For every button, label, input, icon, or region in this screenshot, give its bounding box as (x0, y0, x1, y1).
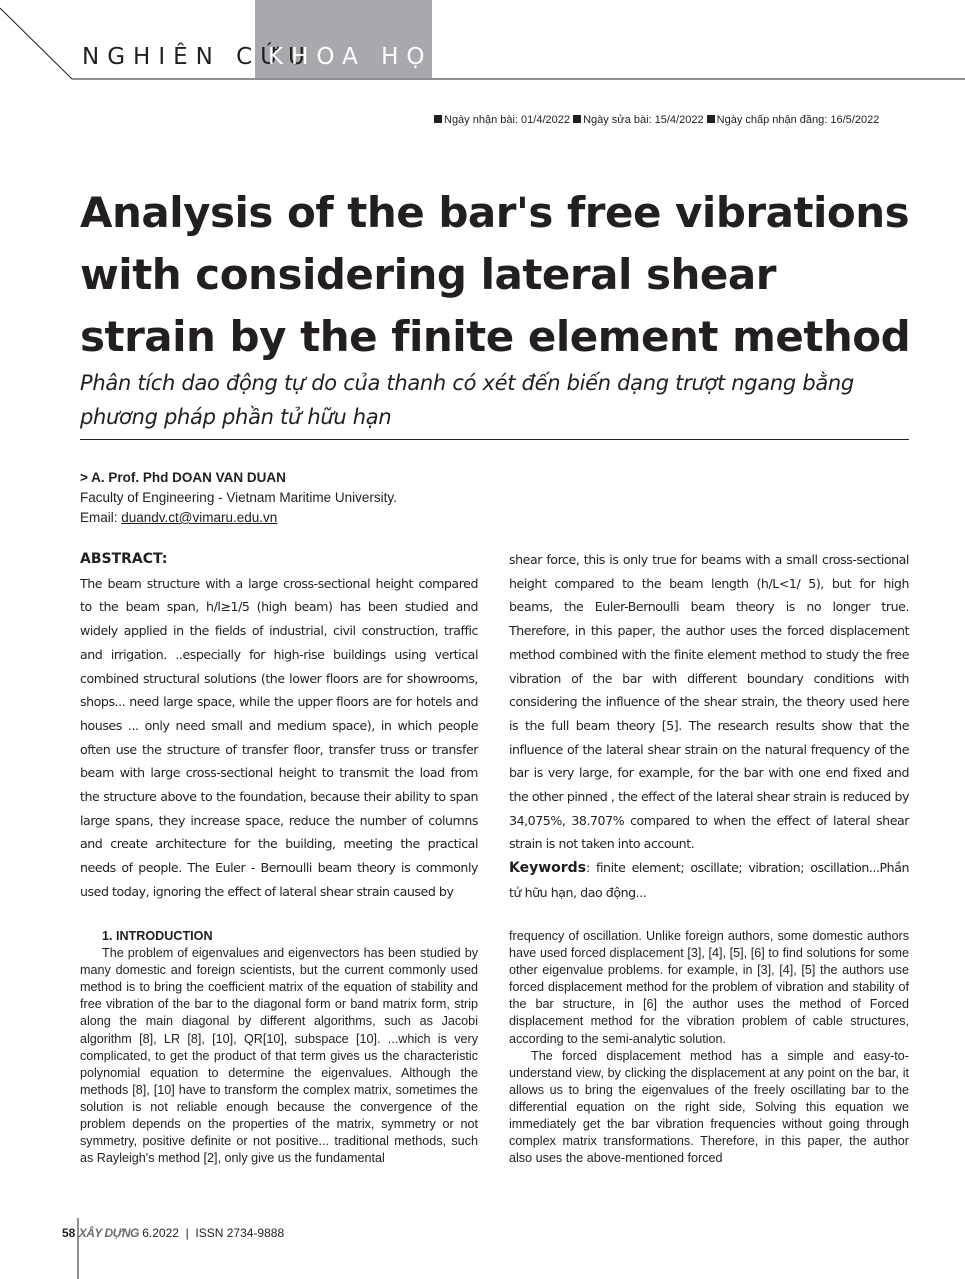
footer-separator: | (185, 1226, 189, 1240)
page-footer (62, 1226, 284, 1240)
author-affiliation: Faculty of Engineering - Vietnam Maritime University. (80, 490, 397, 505)
email-link[interactable]: duandv.ct@vimaru.edu.vn (121, 510, 278, 525)
date-accepted: Ngày chấp nhận đăng: 16/5/2022 (716, 114, 880, 126)
header-category-right: KHOA HỌC (268, 44, 457, 70)
abstract-text-right: shear force, this is only true for beams with a small cross-sectional height compared to the beam length (h/L<1/ 5), but for high beams, the Euler-Bernoulli beam theory is no longer true. Therefore, in this paper, the author uses the forced displacement method combined with the finite element method to study the free vibration of the bar with different boundary conditions with considering the influence of the shear strain, the theory used here is the full beam theory [5]. The research results show that the influence of the lateral shear strain on the natural frequency of the bar is very large, for example, for the bar with one end fixed and the other pinned , the effect of the lateral shear strain is reduced by 34,075%, 38.707% compared to when the effect of lateral shear strain is not taken into account. (509, 552, 909, 852)
keywords-text: : finite element; oscillate; vibration; oscillation...Phần tử hữu hạn, dao động... (509, 860, 909, 900)
body-paragraph: The forced displacement method has a simple and easy-to-understand view, by clicking the displacement at any point on the bar, it allows us to bring the eigenvalues of the freely oscillating bar to the differential equation on the right side, Solving this equation we immediately get the bar vibration frequencies without going through complex matrix transformations. Therefore, in this paper, the author also uses the above-mentioned forced (509, 1048, 909, 1166)
abstract-left-column (80, 548, 478, 904)
abstract-text-left: The beam structure with a large cross-sectional height compared to the beam span, h/l≥1/5 (high beam) has been studied and widely applied in the fields of industrial, civil construction, traffic and irrigation. ..especially for high-rise buildings using vertical combined structural solutions (the lower floors are for showrooms, shops... need large space, while the upper floors are for hotels and houses ... only need small and medium space), in which people often use the structure of transfer floor, transfer truss or transfer beam with large cross-sectional height to transmit the load from the structure above to the foundation, because their ability to span large spans, they increase space, reduce the number of columns and create architecture for the building, meeting the practical needs of people. The Euler - Bernoulli beam theory is commonly used today, ignoring the effect of lateral shear strain caused by (80, 575, 478, 899)
abstract-right-column (509, 548, 909, 905)
issn: ISSN 2734-9888 (195, 1226, 285, 1240)
section-heading: 1. INTRODUCTION (102, 929, 213, 943)
bullet-square-icon (434, 115, 442, 123)
email-label: Email: (80, 510, 122, 525)
page-number: 58 (62, 1226, 76, 1240)
bullet-square-icon (707, 115, 715, 123)
article-subtitle: Phân tích dao động tự do của thanh có xét đến biến dạng trượt ngang bằng phương pháp phần tử hữu hạn (80, 371, 854, 429)
body-right-column (509, 928, 909, 1167)
title-divider (80, 439, 909, 440)
issue-number: 6.2022 (142, 1226, 179, 1240)
header-category-left: NGHIÊN CỨU (82, 44, 313, 70)
author-name: > A. Prof. Phd DOAN VAN DUAN (80, 470, 286, 485)
body-paragraph: frequency of oscillation. Unlike foreign authors, some domestic authors have used forced displacement [3], [4], [5], [6] to find solutions for some other eigenvalue problems. for example, in [3], [4], [5] the authors use forced displacement method for the problem of vibration and stability of the bar structure, in [6] the author uses the method of Forced displacement method for the vibration problem of cable structures, according to the semi-analytic solution. (509, 929, 909, 1046)
date-revised: Ngày sửa bài: 15/4/2022 (583, 114, 704, 126)
journal-logo: XÂY DỰNG (78, 1226, 139, 1240)
body-left-column (80, 928, 478, 1167)
author-email-line (80, 510, 277, 525)
keywords-label: Keywords (509, 860, 587, 877)
bullet-square-icon (573, 115, 581, 123)
article-dates (434, 114, 910, 126)
article-title: Analysis of the bar's free vibrations with considering lateral shear strain by the finite element method (80, 188, 911, 361)
abstract-heading: ABSTRACT: (80, 551, 168, 567)
date-received: Ngày nhận bài: 01/4/2022 (444, 114, 570, 126)
body-paragraph: The problem of eigenvalues and eigenvectors has been studied by many domestic and foreign scientists, but the current commonly used method is to bring the coefficient matrix of the equation of stability and free vibration of the bar to the diagonal form or band matrix form, strip along the main diagonal by different algorithms, such as Jacobi algorithm [8], LR [8], [10], QR[10], subspace [10]. ...which is very complicated, to get the product of that term gives us the characteristic polynomial equation to determine the eigenvalues. Although the methods [8], [10] have to transform the complex matrix, sometimes the solution is not reliable enough because the convergence of the problem depends on the properties of the matrix, symmetry or not symmetry, positive definite or not positive... traditional methods, such as Rayleigh's method [2], only give us the fundamental (80, 946, 478, 1166)
keywords-line (509, 856, 909, 904)
